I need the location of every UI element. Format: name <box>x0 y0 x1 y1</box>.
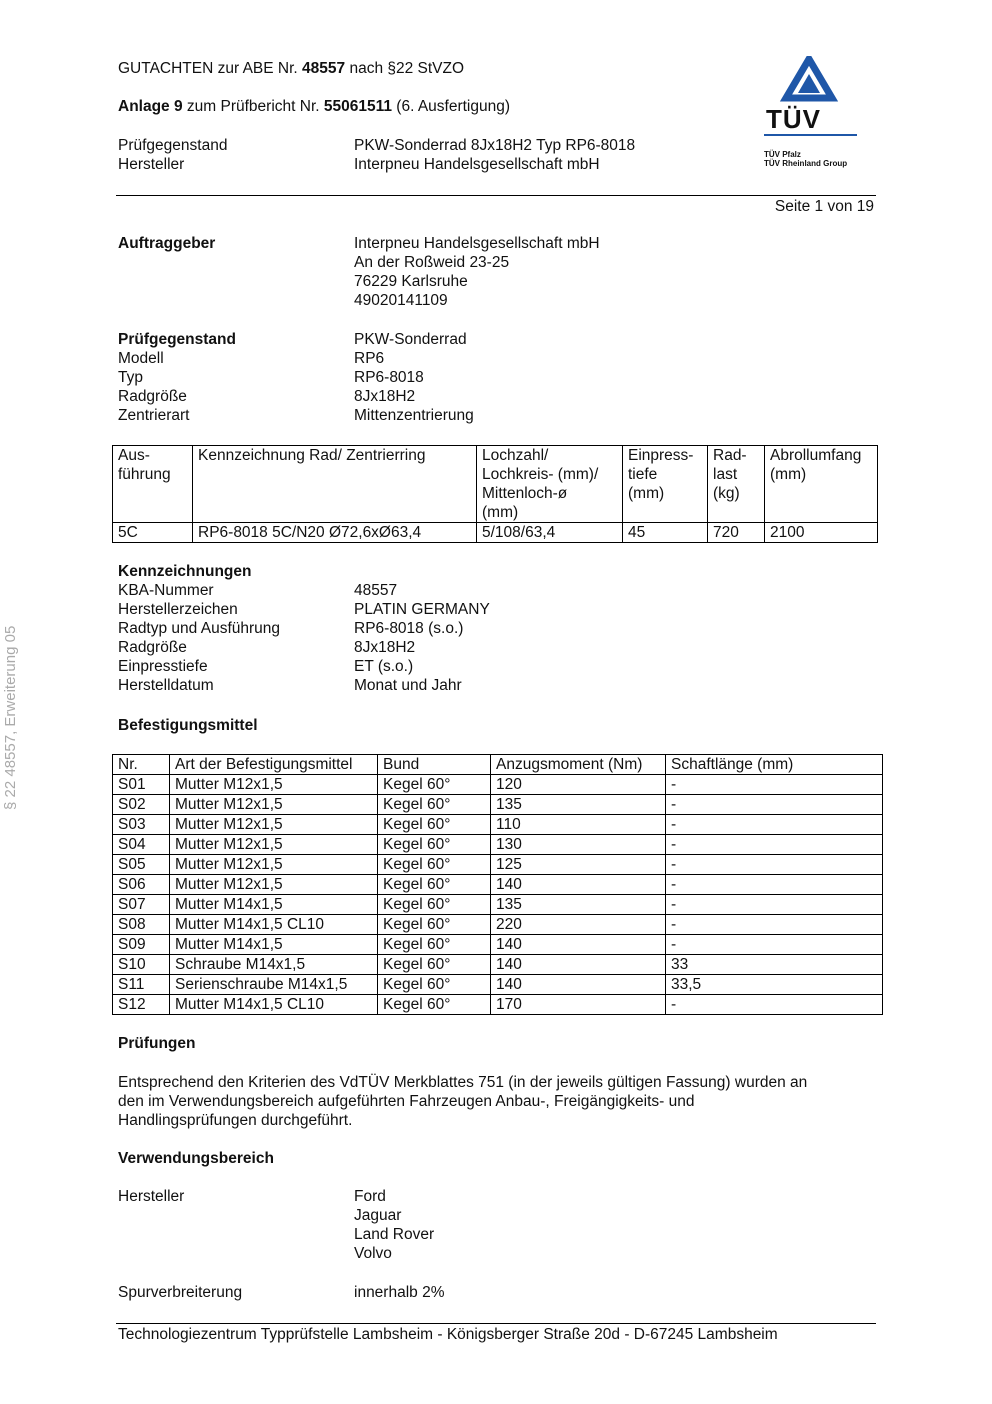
cell: Mutter M14x1,5 CL10 <box>170 915 378 935</box>
logo-sub-2: TÜV Rheinland Group <box>764 159 848 168</box>
cell: 125 <box>491 855 666 875</box>
cell: 140 <box>491 975 666 995</box>
table-row <box>113 795 883 815</box>
cell: - <box>666 915 883 935</box>
cell: Mutter M14x1,5 <box>170 935 378 955</box>
befestigung-table <box>112 754 883 1015</box>
cell: S08 <box>113 915 170 935</box>
pruefungen-text: Entsprechend den Kriterien des VdTÜV Merkblattes 751 (in der jeweils gültigen Fassung) wurden an den im Verwendungsbereich aufgeführten Fahrzeugen Anbau-, Freigängigkeits- und Handlingsprüfungen durchgeführt. <box>118 1074 808 1129</box>
header-hersteller-label: Hersteller <box>118 156 185 173</box>
cell: 140 <box>491 935 666 955</box>
header-cell: Einpress- tiefe (mm) <box>623 446 708 523</box>
cell: - <box>666 935 883 955</box>
vb-hersteller-list <box>354 1187 434 1263</box>
table-row <box>113 895 883 915</box>
verwendungsbereich-title: Verwendungsbereich <box>118 1150 274 1167</box>
logo-underline <box>764 134 857 136</box>
table-header-row <box>113 755 883 775</box>
cell: - <box>666 815 883 835</box>
table-row <box>113 915 883 935</box>
cell: Kegel 60° <box>378 815 491 835</box>
header-cell: Abrollumfang (mm) <box>765 446 878 523</box>
cell: Mutter M12x1,5 <box>170 775 378 795</box>
header-cell: Kennzeichnung Rad/ Zentrierring <box>193 446 477 523</box>
cell: Kegel 60° <box>378 995 491 1015</box>
header-cell: Nr. <box>113 755 170 775</box>
cell: Kegel 60° <box>378 875 491 895</box>
table-row <box>113 815 883 835</box>
cell: - <box>666 875 883 895</box>
cell: S04 <box>113 835 170 855</box>
pruefgegenstand-labels: Prüfgegenstand Modell Typ Radgröße Zentrierart <box>118 331 236 424</box>
cell: Kegel 60° <box>378 935 491 955</box>
header-pg-value: PKW-Sonderrad 8Jx18H2 Typ RP6-8018 <box>354 137 636 154</box>
cell: S02 <box>113 795 170 815</box>
cell: S11 <box>113 975 170 995</box>
cell: Kegel 60° <box>378 795 491 815</box>
table-row <box>113 975 883 995</box>
pruefungen-title: Prüfungen <box>118 1035 196 1052</box>
pruefgegenstand-values: PKW-Sonderrad RP6 RP6-8018 8Jx18H2 Mittenzentrierung <box>354 331 474 424</box>
cell: S05 <box>113 855 170 875</box>
cell: S06 <box>113 875 170 895</box>
cell: - <box>666 795 883 815</box>
befestigung-title: Befestigungsmittel <box>118 717 258 734</box>
header-rule <box>116 195 876 196</box>
cell: Mutter M14x1,5 CL10 <box>170 995 378 1015</box>
list-item: Jaguar <box>354 1207 402 1224</box>
header-line-2: Anlage 9 zum Prüfbericht Nr. 55061511 (6. Ausfertigung) <box>118 98 511 115</box>
page-number: Seite 1 von 19 <box>774 198 874 215</box>
header-pg-label: Prüfgegenstand <box>118 137 228 154</box>
cell: - <box>666 775 883 795</box>
logo-text: TÜV <box>766 104 821 134</box>
cell: Kegel 60° <box>378 955 491 975</box>
cell: Kegel 60° <box>378 895 491 915</box>
cell: Mutter M12x1,5 <box>170 795 378 815</box>
header-line-1: GUTACHTEN zur ABE Nr. 48557 nach §22 StVZO <box>118 60 465 77</box>
cell: - <box>666 855 883 875</box>
table-header-row <box>113 446 878 523</box>
vb-spur-value: innerhalb 2% <box>354 1284 445 1301</box>
header-cell: Art der Befestigungsmittel <box>170 755 378 775</box>
cell: Mutter M12x1,5 <box>170 875 378 895</box>
table-row <box>113 855 883 875</box>
header-cell: Bund <box>378 755 491 775</box>
cell: 135 <box>491 795 666 815</box>
cell: S10 <box>113 955 170 975</box>
kennzeichnungen-values: 48557 PLATIN GERMANY RP6-8018 (s.o.) 8Jx18H2 ET (s.o.) Monat und Jahr <box>354 582 490 694</box>
cell: 135 <box>491 895 666 915</box>
cell: - <box>666 995 883 1015</box>
cell: 120 <box>491 775 666 795</box>
list-item: Land Rover <box>354 1226 435 1243</box>
cell: Kegel 60° <box>378 775 491 795</box>
cell: 720 <box>708 523 765 543</box>
header-cell: Aus- führung <box>113 446 193 523</box>
cell: Serienschraube M14x1,5 <box>170 975 378 995</box>
table-row <box>113 523 878 543</box>
header-hersteller-value: Interpneu Handelsgesellschaft mbH <box>354 156 600 173</box>
table-row <box>113 995 883 1015</box>
cell: 33 <box>666 955 883 975</box>
header-cell: Lochzahl/ Lochkreis- (mm)/ Mittenloch-ø (mm) <box>477 446 623 523</box>
cell: 5C <box>113 523 193 543</box>
tuev-logo <box>762 56 862 176</box>
cell: 33,5 <box>666 975 883 995</box>
kennzeichnungen-labels: Kennzeichnungen KBA-Nummer Herstellerzeichen Radtyp und Ausführung Radgröße Einpresstiefe Herstelldatum <box>118 563 281 694</box>
cell: Mutter M14x1,5 <box>170 895 378 915</box>
cell: 140 <box>491 955 666 975</box>
cell: Kegel 60° <box>378 855 491 875</box>
table-row <box>113 775 883 795</box>
cell: S01 <box>113 775 170 795</box>
cell: - <box>666 895 883 915</box>
ausfuehrung-table <box>112 445 878 543</box>
cell: S07 <box>113 895 170 915</box>
cell: Mutter M12x1,5 <box>170 855 378 875</box>
header-cell: Schaftlänge (mm) <box>666 755 883 775</box>
cell: Mutter M12x1,5 <box>170 815 378 835</box>
cell: S03 <box>113 815 170 835</box>
auftraggeber-address: Interpneu Handelsgesellschaft mbH An der Roßweid 23-25 76229 Karlsruhe 49020141109 <box>354 235 600 309</box>
header-cell: Anzugsmoment (Nm) <box>491 755 666 775</box>
cell: S09 <box>113 935 170 955</box>
footer-rule <box>116 1323 876 1324</box>
cell: Kegel 60° <box>378 975 491 995</box>
table-row <box>113 875 883 895</box>
cell: 170 <box>491 995 666 1015</box>
cell: RP6-8018 5C/N20 Ø72,6xØ63,4 <box>193 523 477 543</box>
cell: Kegel 60° <box>378 835 491 855</box>
cell: Mutter M12x1,5 <box>170 835 378 855</box>
cell: 140 <box>491 875 666 895</box>
sidebar-reference: § 22 48557, Erweiterung 05 <box>2 625 19 810</box>
list-item: Ford <box>354 1188 386 1205</box>
auftraggeber-label: Auftraggeber <box>118 235 216 252</box>
cell: 45 <box>623 523 708 543</box>
table-row <box>113 835 883 855</box>
cell: S12 <box>113 995 170 1015</box>
logo-sub-1: TÜV Pfalz <box>764 150 801 159</box>
cell: 2100 <box>765 523 878 543</box>
cell: Schraube M14x1,5 <box>170 955 378 975</box>
vb-hersteller-label: Hersteller <box>118 1188 185 1205</box>
table-row <box>113 955 883 975</box>
footer-text: Technologiezentrum Typprüfstelle Lambsheim - Königsberger Straße 20d - D-67245 Lambsheim <box>118 1326 778 1343</box>
cell: 5/108/63,4 <box>477 523 623 543</box>
cell: Kegel 60° <box>378 915 491 935</box>
cell: 110 <box>491 815 666 835</box>
befestigung-table-body <box>113 755 883 1015</box>
cell: - <box>666 835 883 855</box>
list-item: Volvo <box>354 1245 392 1262</box>
cell: 220 <box>491 915 666 935</box>
vb-spur-label: Spurverbreiterung <box>118 1284 243 1301</box>
header-cell: Rad- last (kg) <box>708 446 765 523</box>
cell: 130 <box>491 835 666 855</box>
table-row <box>113 935 883 955</box>
